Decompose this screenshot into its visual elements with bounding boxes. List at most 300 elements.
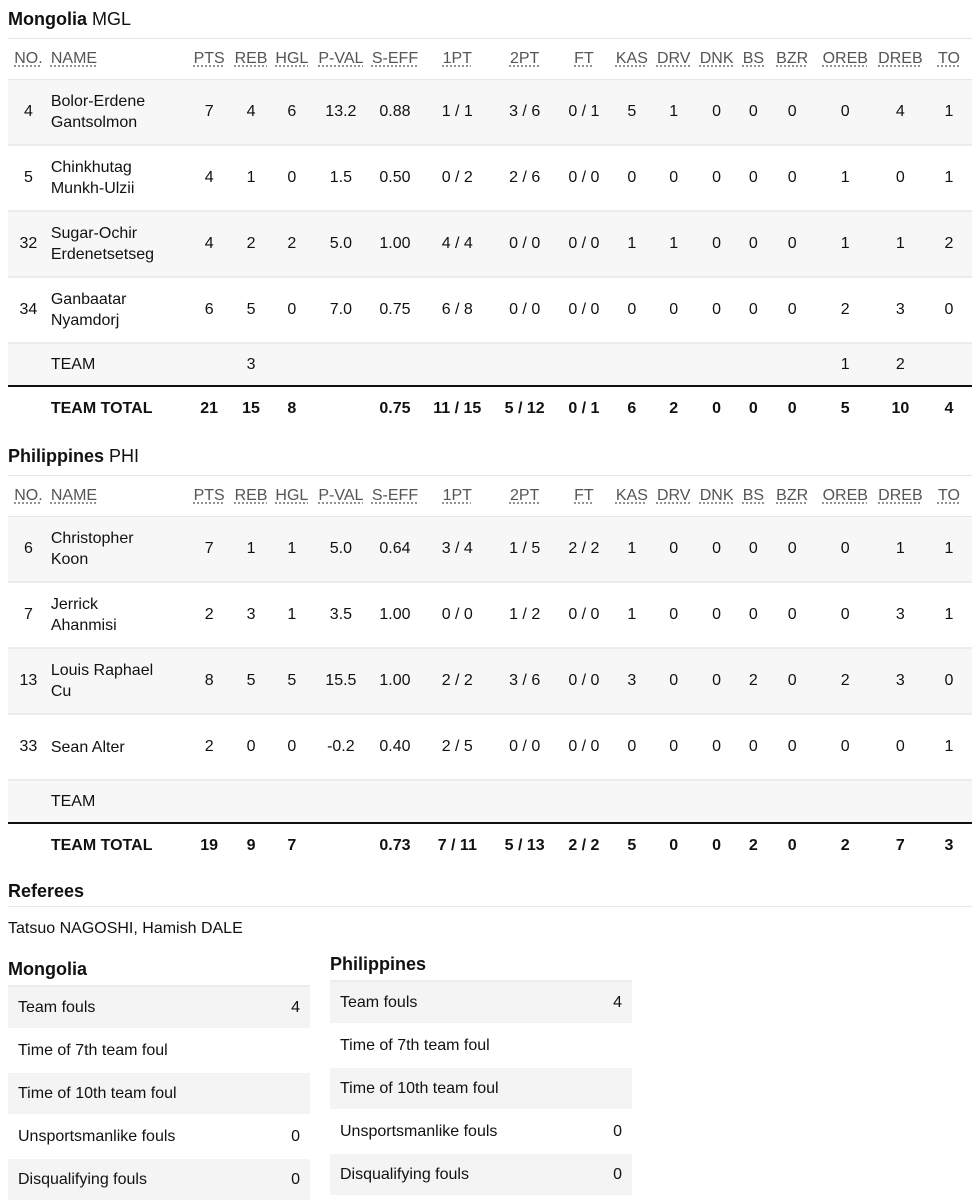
cell-buzzer-beaters xyxy=(769,343,816,386)
cell-points: 4 xyxy=(187,211,232,277)
cell-buzzer-beaters: 0 xyxy=(769,517,816,583)
referees-names: Tatsuo NAGOSHI, Hamish DALE xyxy=(8,920,243,937)
cell-2pt xyxy=(493,780,556,823)
cell-key-assists xyxy=(611,343,652,386)
column-header-free-throws[interactable]: FT xyxy=(556,476,611,517)
cell-rebounds: 2 xyxy=(232,211,271,277)
cell-blocks xyxy=(738,343,769,386)
column-header-off-rebounds[interactable]: OREB xyxy=(816,476,875,517)
column-header-s-efficiency[interactable]: S-EFF xyxy=(368,476,421,517)
cell-points xyxy=(187,780,232,823)
cell-def-rebounds: 4 xyxy=(875,80,926,146)
cell-2pt: 1 / 5 xyxy=(493,517,556,583)
cell-points: 6 xyxy=(187,277,232,343)
cell-free-throws: 0 / 0 xyxy=(556,145,611,211)
column-header-drives[interactable]: DRV xyxy=(652,476,695,517)
column-header-2pt[interactable]: 2PT xyxy=(493,39,556,80)
cell-drives: 0 xyxy=(652,145,695,211)
cell-drives: 0 xyxy=(652,277,695,343)
cell-rebounds xyxy=(232,780,271,823)
player-row xyxy=(8,211,972,277)
foul-stat-row xyxy=(330,1154,632,1197)
cell-key-assists xyxy=(611,780,652,823)
cell-turnovers: 1 xyxy=(926,517,972,583)
cell-p-value: 3.5 xyxy=(313,582,368,648)
cell-free-throws: 0 / 0 xyxy=(556,714,611,780)
column-header-p-value[interactable]: P-VAL xyxy=(313,39,368,80)
total-free-throws: 2 / 2 xyxy=(568,837,600,854)
cell-blocks: 0 xyxy=(738,80,769,146)
cell-2pt: 1 / 2 xyxy=(493,582,556,648)
foul-stat-value: 0 xyxy=(613,1122,622,1140)
total-rebounds: 9 xyxy=(246,837,256,854)
column-header-s-efficiency[interactable]: S-EFF xyxy=(368,39,421,80)
total-turnovers: 4 xyxy=(944,400,954,417)
cell-p-value: 13.2 xyxy=(313,80,368,146)
foul-stat-label: Disqualifying fouls xyxy=(340,1165,469,1183)
cell-def-rebounds: 0 xyxy=(875,145,926,211)
cell-off-rebounds: 0 xyxy=(816,517,875,583)
cell-rebounds: 4 xyxy=(232,80,271,146)
cell-s-efficiency: 1.00 xyxy=(368,582,421,648)
cell-1pt: 2 / 5 xyxy=(422,714,493,780)
player-last-name: Munkh-Ulzii xyxy=(50,180,135,197)
cell-buzzer-beaters: 0 xyxy=(769,582,816,648)
cell-number: 32 xyxy=(8,211,49,277)
total-s-efficiency: 0.73 xyxy=(379,837,411,854)
cell-turnovers: 1 xyxy=(926,714,972,780)
cell-rebounds: 1 xyxy=(232,517,271,583)
foul-stat-row xyxy=(330,982,632,1025)
cell-highlights xyxy=(270,780,313,823)
total-drives: 2 xyxy=(669,400,679,417)
cell-number xyxy=(8,343,49,386)
player-row xyxy=(8,277,972,343)
cell-s-efficiency xyxy=(368,343,421,386)
cell-blocks: 0 xyxy=(738,277,769,343)
total-def-rebounds: 10 xyxy=(891,400,910,417)
cell-buzzer-beaters: 0 xyxy=(769,211,816,277)
cell-s-efficiency: 1.00 xyxy=(368,211,421,277)
total-1pt: 7 / 11 xyxy=(437,837,477,854)
cell-dunks: 0 xyxy=(695,277,738,343)
cell-free-throws: 0 / 0 xyxy=(556,648,611,714)
cell-off-rebounds: 0 xyxy=(816,80,875,146)
fouls-section xyxy=(8,954,972,1202)
total-key-assists: 6 xyxy=(627,400,637,417)
cell-def-rebounds: 0 xyxy=(875,714,926,780)
column-header-off-rebounds[interactable]: OREB xyxy=(816,39,875,80)
player-name xyxy=(49,80,187,146)
team-heading xyxy=(8,0,972,38)
foul-stat-label: Time of 10th team foul xyxy=(340,1079,499,1097)
total-number xyxy=(8,386,49,431)
cell-off-rebounds: 2 xyxy=(816,277,875,343)
player-last-name: Ahanmisi xyxy=(50,617,117,634)
foul-stat-row xyxy=(330,1025,632,1068)
total-def-rebounds: 7 xyxy=(895,837,905,854)
foul-stat-row xyxy=(8,987,310,1030)
cell-turnovers: 1 xyxy=(926,80,972,146)
cell-key-assists: 1 xyxy=(611,211,652,277)
team-heading xyxy=(8,437,972,475)
cell-name: TEAM xyxy=(49,780,187,823)
cell-def-rebounds: 3 xyxy=(875,277,926,343)
cell-turnovers xyxy=(926,343,972,386)
fouls-box xyxy=(330,954,632,1202)
cell-turnovers: 1 xyxy=(926,582,972,648)
total-rebounds: 15 xyxy=(242,400,260,417)
column-header-name[interactable]: NAME xyxy=(49,39,187,80)
cell-p-value: 5.0 xyxy=(313,211,368,277)
cell-p-value: 5.0 xyxy=(313,517,368,583)
cell-turnovers xyxy=(926,780,972,823)
cell-rebounds: 1 xyxy=(232,145,271,211)
total-highlights: 7 xyxy=(287,837,297,854)
cell-1pt: 3 / 4 xyxy=(422,517,493,583)
cell-highlights: 0 xyxy=(270,277,313,343)
cell-off-rebounds: 1 xyxy=(816,211,875,277)
referees-title: Referees xyxy=(8,868,972,907)
cell-2pt: 2 / 6 xyxy=(493,145,556,211)
foul-stat-label: Team fouls xyxy=(340,993,418,1011)
total-s-efficiency: 0.75 xyxy=(379,400,411,417)
cell-key-assists: 0 xyxy=(611,277,652,343)
cell-blocks: 0 xyxy=(738,714,769,780)
cell-s-efficiency xyxy=(368,780,421,823)
foul-stat-row xyxy=(8,1030,310,1073)
cell-number: 7 xyxy=(8,582,49,648)
column-header-dunks[interactable]: DNK xyxy=(695,39,738,80)
player-row xyxy=(8,714,972,780)
cell-drives: 1 xyxy=(652,211,695,277)
cell-free-throws xyxy=(556,343,611,386)
cell-1pt: 0 / 0 xyxy=(422,582,493,648)
foul-stat-row xyxy=(8,1073,310,1116)
cell-buzzer-beaters: 0 xyxy=(769,277,816,343)
cell-s-efficiency: 0.88 xyxy=(368,80,421,146)
column-header-buzzer-beaters[interactable]: BZR xyxy=(769,476,816,517)
total-points: 19 xyxy=(200,837,219,854)
cell-key-assists: 0 xyxy=(611,714,652,780)
foul-stat-label: Time of 7th team foul xyxy=(340,1036,490,1054)
column-header-free-throws[interactable]: FT xyxy=(556,39,611,80)
box-score-table xyxy=(8,38,972,431)
foul-stat-row xyxy=(330,1111,632,1154)
player-name xyxy=(49,582,187,648)
cell-buzzer-beaters xyxy=(769,780,816,823)
column-header-def-rebounds[interactable]: DREB xyxy=(875,476,926,517)
cell-number: 33 xyxy=(8,714,49,780)
cell-1pt: 0 / 2 xyxy=(422,145,493,211)
total-buzzer-beaters: 0 xyxy=(787,400,797,417)
cell-number: 5 xyxy=(8,145,49,211)
cell-number: 34 xyxy=(8,277,49,343)
total-off-rebounds: 5 xyxy=(840,400,850,417)
cell-buzzer-beaters: 0 xyxy=(769,145,816,211)
foul-stat-label: Time of 10th team foul xyxy=(18,1084,177,1102)
cell-2pt: 3 / 6 xyxy=(493,80,556,146)
player-first-name: Bolor-Erdene xyxy=(50,93,146,110)
total-2pt: 5 / 12 xyxy=(504,400,545,417)
cell-free-throws: 0 / 0 xyxy=(556,582,611,648)
team-total-row xyxy=(8,386,972,431)
column-header-key-assists[interactable]: KAS xyxy=(611,476,652,517)
cell-drives: 0 xyxy=(652,582,695,648)
cell-off-rebounds: 1 xyxy=(816,145,875,211)
cell-highlights xyxy=(270,343,313,386)
player-first-name: Christopher xyxy=(50,530,134,547)
player-first-name: Louis Raphael xyxy=(50,662,154,679)
cell-p-value: -0.2 xyxy=(313,714,368,780)
team-name: Mongolia xyxy=(8,8,87,29)
cell-s-efficiency: 0.40 xyxy=(368,714,421,780)
cell-turnovers: 1 xyxy=(926,145,972,211)
column-header-1pt[interactable]: 1PT xyxy=(422,476,493,517)
team-code: MGL xyxy=(92,8,132,29)
cell-s-efficiency: 0.50 xyxy=(368,145,421,211)
cell-highlights: 1 xyxy=(270,582,313,648)
cell-rebounds: 3 xyxy=(232,582,271,648)
cell-blocks: 0 xyxy=(738,582,769,648)
cell-buzzer-beaters: 0 xyxy=(769,80,816,146)
cell-p-value: 1.5 xyxy=(313,145,368,211)
column-header-rebounds[interactable]: REB xyxy=(232,476,271,517)
total-1pt: 11 / 15 xyxy=(433,400,482,417)
foul-stat-row xyxy=(330,1068,632,1111)
foul-stat-label: Unsportsmanlike fouls xyxy=(340,1122,498,1140)
total-points: 21 xyxy=(200,400,219,417)
cell-blocks: 2 xyxy=(738,648,769,714)
cell-def-rebounds: 1 xyxy=(875,211,926,277)
cell-rebounds: 5 xyxy=(232,277,271,343)
cell-dunks: 0 xyxy=(695,211,738,277)
cell-rebounds: 5 xyxy=(232,648,271,714)
cell-highlights: 5 xyxy=(270,648,313,714)
cell-drives: 0 xyxy=(652,517,695,583)
total-name: TEAM TOTAL xyxy=(50,837,153,854)
column-header-buzzer-beaters[interactable]: BZR xyxy=(769,39,816,80)
player-last-name: Koon xyxy=(50,551,89,568)
player-last-name: Nyamdorj xyxy=(50,312,120,329)
cell-number: 6 xyxy=(8,517,49,583)
player-last-name: Cu xyxy=(50,683,72,700)
player-name xyxy=(49,648,187,714)
player-name xyxy=(49,277,187,343)
cell-key-assists: 0 xyxy=(611,145,652,211)
player-first-name: Chinkhutag xyxy=(50,159,132,176)
cell-points xyxy=(187,343,232,386)
player-row xyxy=(8,648,972,714)
cell-turnovers: 2 xyxy=(926,211,972,277)
cell-off-rebounds: 0 xyxy=(816,582,875,648)
cell-2pt xyxy=(493,343,556,386)
cell-free-throws: 2 / 2 xyxy=(556,517,611,583)
team-name: Philippines xyxy=(8,445,105,466)
cell-buzzer-beaters: 0 xyxy=(769,648,816,714)
total-blocks: 0 xyxy=(748,400,758,417)
cell-2pt: 3 / 6 xyxy=(493,648,556,714)
cell-s-efficiency: 0.64 xyxy=(368,517,421,583)
column-header-blocks[interactable]: BS xyxy=(738,476,769,517)
cell-1pt: 2 / 2 xyxy=(422,648,493,714)
cell-dunks: 0 xyxy=(695,648,738,714)
cell-1pt: 1 / 1 xyxy=(422,80,493,146)
player-name xyxy=(49,517,187,583)
cell-p-value: 15.5 xyxy=(313,648,368,714)
total-2pt: 5 / 13 xyxy=(504,837,545,854)
foul-stat-value: 0 xyxy=(291,1170,300,1188)
cell-def-rebounds: 1 xyxy=(875,517,926,583)
column-header-highlights[interactable]: HGL xyxy=(270,476,313,517)
total-dunks: 0 xyxy=(712,837,722,854)
column-header-points[interactable]: PTS xyxy=(187,39,232,80)
column-header-turnovers[interactable]: TO xyxy=(926,39,972,80)
foul-stat-label: Unsportsmanlike fouls xyxy=(18,1127,176,1145)
column-header-drives[interactable]: DRV xyxy=(652,39,695,80)
cell-highlights: 2 xyxy=(270,211,313,277)
foul-stat-row xyxy=(8,1159,310,1202)
cell-points: 7 xyxy=(187,80,232,146)
column-header-key-assists[interactable]: KAS xyxy=(611,39,652,80)
total-dunks: 0 xyxy=(712,400,722,417)
foul-stat-label: Disqualifying fouls xyxy=(18,1170,147,1188)
cell-blocks: 0 xyxy=(738,211,769,277)
cell-1pt: 4 / 4 xyxy=(422,211,493,277)
cell-def-rebounds: 2 xyxy=(875,343,926,386)
foul-stat-value: 0 xyxy=(291,1127,300,1145)
cell-drives xyxy=(652,343,695,386)
foul-stat-label: Team fouls xyxy=(18,998,96,1016)
cell-off-rebounds: 1 xyxy=(816,343,875,386)
cell-off-rebounds: 0 xyxy=(816,714,875,780)
column-header-p-value[interactable]: P-VAL xyxy=(313,476,368,517)
cell-points: 4 xyxy=(187,145,232,211)
cell-key-assists: 1 xyxy=(611,517,652,583)
cell-dunks xyxy=(695,780,738,823)
column-header-number[interactable]: NO. xyxy=(8,39,49,80)
fouls-team-title: Philippines xyxy=(330,954,427,974)
cell-key-assists: 3 xyxy=(611,648,652,714)
column-header-points[interactable]: PTS xyxy=(187,476,232,517)
cell-free-throws xyxy=(556,780,611,823)
cell-1pt xyxy=(422,780,493,823)
cell-highlights: 0 xyxy=(270,145,313,211)
cell-blocks: 0 xyxy=(738,517,769,583)
total-turnovers: 3 xyxy=(944,837,954,854)
total-free-throws: 0 / 1 xyxy=(568,400,600,417)
foul-stat-row xyxy=(8,1116,310,1159)
column-header-1pt[interactable]: 1PT xyxy=(422,39,493,80)
column-header-2pt[interactable]: 2PT xyxy=(493,476,556,517)
foul-stat-value: 0 xyxy=(613,1165,622,1183)
foul-stat-label: Time of 7th team foul xyxy=(18,1041,168,1059)
player-first-name: Jerrick xyxy=(50,596,98,613)
foul-stat-value: 4 xyxy=(613,993,622,1011)
cell-rebounds: 3 xyxy=(232,343,271,386)
cell-points: 2 xyxy=(187,714,232,780)
column-header-number[interactable]: NO. xyxy=(8,476,49,517)
column-header-dunks[interactable]: DNK xyxy=(695,476,738,517)
total-name: TEAM TOTAL xyxy=(50,400,153,417)
team-code: PHI xyxy=(109,445,140,466)
cell-dunks: 0 xyxy=(695,582,738,648)
player-row xyxy=(8,517,972,583)
cell-off-rebounds: 2 xyxy=(816,648,875,714)
cell-number: 4 xyxy=(8,80,49,146)
cell-off-rebounds xyxy=(816,780,875,823)
total-buzzer-beaters: 0 xyxy=(787,837,797,854)
header-row xyxy=(8,476,972,517)
total-key-assists: 5 xyxy=(627,837,637,854)
total-highlights: 8 xyxy=(287,400,297,417)
player-name xyxy=(49,211,187,277)
player-row xyxy=(8,80,972,146)
cell-2pt: 0 / 0 xyxy=(493,211,556,277)
fouls-box xyxy=(8,959,310,1202)
column-header-highlights[interactable]: HGL xyxy=(270,39,313,80)
cell-drives xyxy=(652,780,695,823)
total-off-rebounds: 2 xyxy=(840,837,850,854)
player-first-name: Ganbaatar xyxy=(50,291,127,308)
cell-drives: 0 xyxy=(652,648,695,714)
player-name xyxy=(49,714,187,780)
cell-dunks: 0 xyxy=(695,517,738,583)
cell-key-assists: 5 xyxy=(611,80,652,146)
cell-1pt xyxy=(422,343,493,386)
fouls-team-title: Mongolia xyxy=(8,959,87,979)
cell-p-value xyxy=(313,343,368,386)
cell-dunks: 0 xyxy=(695,714,738,780)
column-header-blocks[interactable]: BS xyxy=(738,39,769,80)
cell-free-throws: 0 / 0 xyxy=(556,211,611,277)
cell-free-throws: 0 / 0 xyxy=(556,277,611,343)
cell-2pt: 0 / 0 xyxy=(493,277,556,343)
cell-rebounds: 0 xyxy=(232,714,271,780)
player-first-name: Sugar-Ochir xyxy=(50,225,138,242)
player-row xyxy=(8,582,972,648)
cell-s-efficiency: 0.75 xyxy=(368,277,421,343)
player-first-name: Sean Alter xyxy=(50,738,125,756)
cell-key-assists: 1 xyxy=(611,582,652,648)
cell-turnovers: 0 xyxy=(926,648,972,714)
cell-free-throws: 0 / 1 xyxy=(556,80,611,146)
column-header-turnovers[interactable]: TO xyxy=(926,476,972,517)
total-drives: 0 xyxy=(669,837,679,854)
cell-highlights: 6 xyxy=(270,80,313,146)
cell-s-efficiency: 1.00 xyxy=(368,648,421,714)
cell-dunks: 0 xyxy=(695,80,738,146)
cell-points: 2 xyxy=(187,582,232,648)
cell-p-value xyxy=(313,780,368,823)
player-name xyxy=(49,145,187,211)
column-header-rebounds[interactable]: REB xyxy=(232,39,271,80)
cell-buzzer-beaters: 0 xyxy=(769,714,816,780)
cell-2pt: 0 / 0 xyxy=(493,714,556,780)
column-header-def-rebounds[interactable]: DREB xyxy=(875,39,926,80)
cell-highlights: 0 xyxy=(270,714,313,780)
cell-blocks xyxy=(738,780,769,823)
player-last-name: Gantsolmon xyxy=(50,114,138,131)
cell-p-value: 7.0 xyxy=(313,277,368,343)
header-row xyxy=(8,39,972,80)
cell-1pt: 6 / 8 xyxy=(422,277,493,343)
cell-def-rebounds: 3 xyxy=(875,648,926,714)
column-header-name[interactable]: NAME xyxy=(49,476,187,517)
cell-turnovers: 0 xyxy=(926,277,972,343)
team-row xyxy=(8,780,972,823)
cell-dunks: 0 xyxy=(695,145,738,211)
